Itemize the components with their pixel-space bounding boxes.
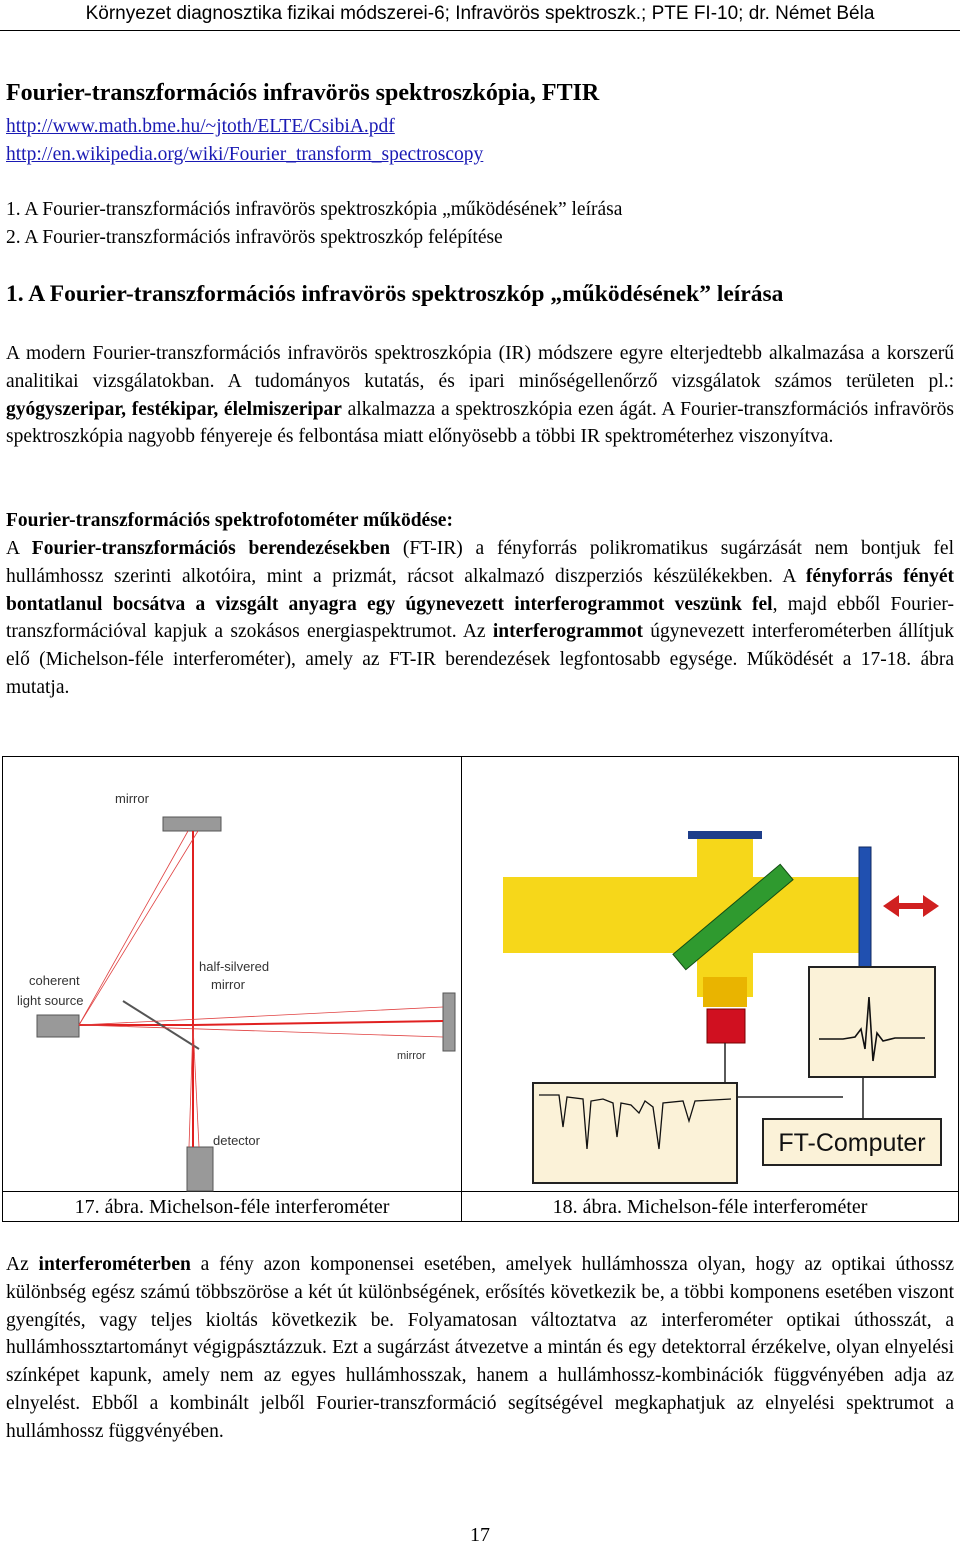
para1-bold-industries: gyógyszeripar, festékipar, élelmiszeripar: [6, 398, 342, 420]
subheading-ftir-operation: Fourier-transzformációs spektrofotométer működése:: [6, 510, 453, 531]
label-half-silvered-2: mirror: [211, 977, 245, 992]
para3-bold-b: interferométerben: [38, 1254, 191, 1275]
label-half-silvered: half-silvered: [199, 959, 270, 974]
label-mirror-top: mirror: [115, 791, 149, 806]
para2-bold-d: fényforrás fényét bontatlanul bocsátva a vizsgált anyagra egy úgynevezett interferogrammot veszünk fel: [6, 565, 954, 615]
section-heading-1: 1. A Fourier-transzformációs infravörös spektroszkóp „működésének” leírása: [6, 281, 784, 307]
para2-text-e: , majd ebből Fourier-transzformációval kapjuk a szokásos energiaspektrumot. Az: [6, 593, 954, 643]
caption-figure-18: 18. ábra. Michelson-féle interferométer: [552, 1196, 868, 1218]
sample-block: [707, 1009, 745, 1043]
para1-text-c: alkalmazza a spektroszkópia ezen ágát. A Fourier-transzformációs infravörös spektroszkópia nagyobb fényereje és felbontása miatt előnyösebb a többi IR spektrométerhez viszonyítva.: [6, 398, 954, 448]
diagonal-rays: [79, 831, 443, 1147]
paragraph-operation: [6, 535, 954, 702]
beam-glow: [703, 977, 747, 1007]
label-coherent: coherent: [29, 973, 80, 988]
interferogram-monitor: [809, 967, 935, 1077]
para2-bold-f: interferogrammot: [492, 621, 644, 643]
mirror-fixed: [688, 831, 762, 839]
document-title: Fourier-transzformációs infravörös spektroszkópia, FTIR: [6, 80, 600, 106]
michelson-diagram-left: [3, 757, 459, 1221]
para2-text-a: A: [6, 538, 32, 559]
ftir-diagram-right: [463, 757, 958, 1221]
ft-computer-label: FT-Computer: [778, 1129, 926, 1157]
detector-block: [187, 1147, 213, 1191]
light-beams: [79, 831, 443, 1147]
label-mirror-right: mirror: [397, 1050, 426, 1062]
label-light-source: light source: [17, 993, 84, 1008]
para2-text-g: úgynevezett interferométerben állítjuk elő (Michelson-féle interferométer), amely az FT-IR berendezések legfontosabb egysége. Működését a 17-18. ábra mutatja.: [6, 621, 955, 698]
page-header: Környezet diagnosztika fizikai módszerei-6; Infravörös spektroszk.; PTE FI-10; dr. Német Béla: [0, 0, 960, 31]
caption-figure-17: 17. ábra. Michelson-féle interferométer: [74, 1196, 390, 1218]
toc-item-2: 2. A Fourier-transzformációs infravörös spektroszkóp felépítése: [6, 226, 503, 248]
link-list: [6, 113, 954, 169]
paragraph-interferometer: [6, 1251, 954, 1446]
para2-bold-b: Fourier-transzformációs berendezésekben: [31, 538, 391, 559]
spectrum-panel: [533, 1083, 737, 1183]
beam-horizontal: [503, 877, 863, 953]
link-csibia-pdf[interactable]: http://www.math.bme.hu/~jtoth/ELTE/CsibiA.pdf: [6, 116, 395, 137]
para1-text-a: A modern Fourier-transzformációs infravörös spektroszkópia (IR) módszere egyre elterjedtebb alkalmazása a korszerű analitikai vizsgálatokban. A tudományos kutatás, és ipari minőségellenőrző vizsgálatok számos területen pl.:: [6, 343, 954, 392]
arrow-movement: [883, 895, 939, 917]
mirror-right: [443, 993, 455, 1051]
table-of-contents: [6, 196, 954, 252]
paragraph-intro: [6, 340, 954, 451]
label-detector: detector: [213, 1133, 260, 1148]
link-wikipedia[interactable]: http://en.wikipedia.org/wiki/Fourier_transform_spectroscopy: [6, 143, 484, 165]
mirror-top: [163, 817, 221, 831]
para3-text-a: Az: [6, 1254, 39, 1275]
figure-table: [2, 756, 959, 1222]
para3-text-c: a fény azon komponensei esetében, amelyek hullámhossza olyan, hogy az optikai úthossz különbség egész számú többszöröse a két út különbségének, erősítés következik be, a többi komponens esetében viszont gyengítés, vagy teljes kioltás következik be. Folyamatosan változtatva az interferométer optikai úthosszát, a hullámhossztartományt végigpásztázzuk. Ezt a sugárzást átvezetve a mintán és egy detektorral érzékelve, olyan elnyelési színképet kapunk, amely nem az egyes hullámhosszak, hanem a hullámhossz-kombinációk függvényében adja az elnyelést. Ebből a kombinált jelből Fourier-transzformáció segítségével megkaphatjuk az elnyelési spektrumot a hullámhossz függvényében.: [6, 1254, 954, 1442]
toc-item-1: 1. A Fourier-transzformációs infravörös spektroszkópia „működésének” leírása: [6, 199, 623, 220]
para2-text-c: (FT-IR) a fényforrás polikromatikus sugárzását nem bontjuk fel hullámhossz szerinti alkotóira, mint a prizmát, rácsot alkalmazó diszperziós készülékekben. A: [6, 538, 954, 587]
mirror-moving: [859, 847, 871, 979]
page-number: 17: [470, 1524, 490, 1546]
light-source-block: [37, 1015, 79, 1037]
